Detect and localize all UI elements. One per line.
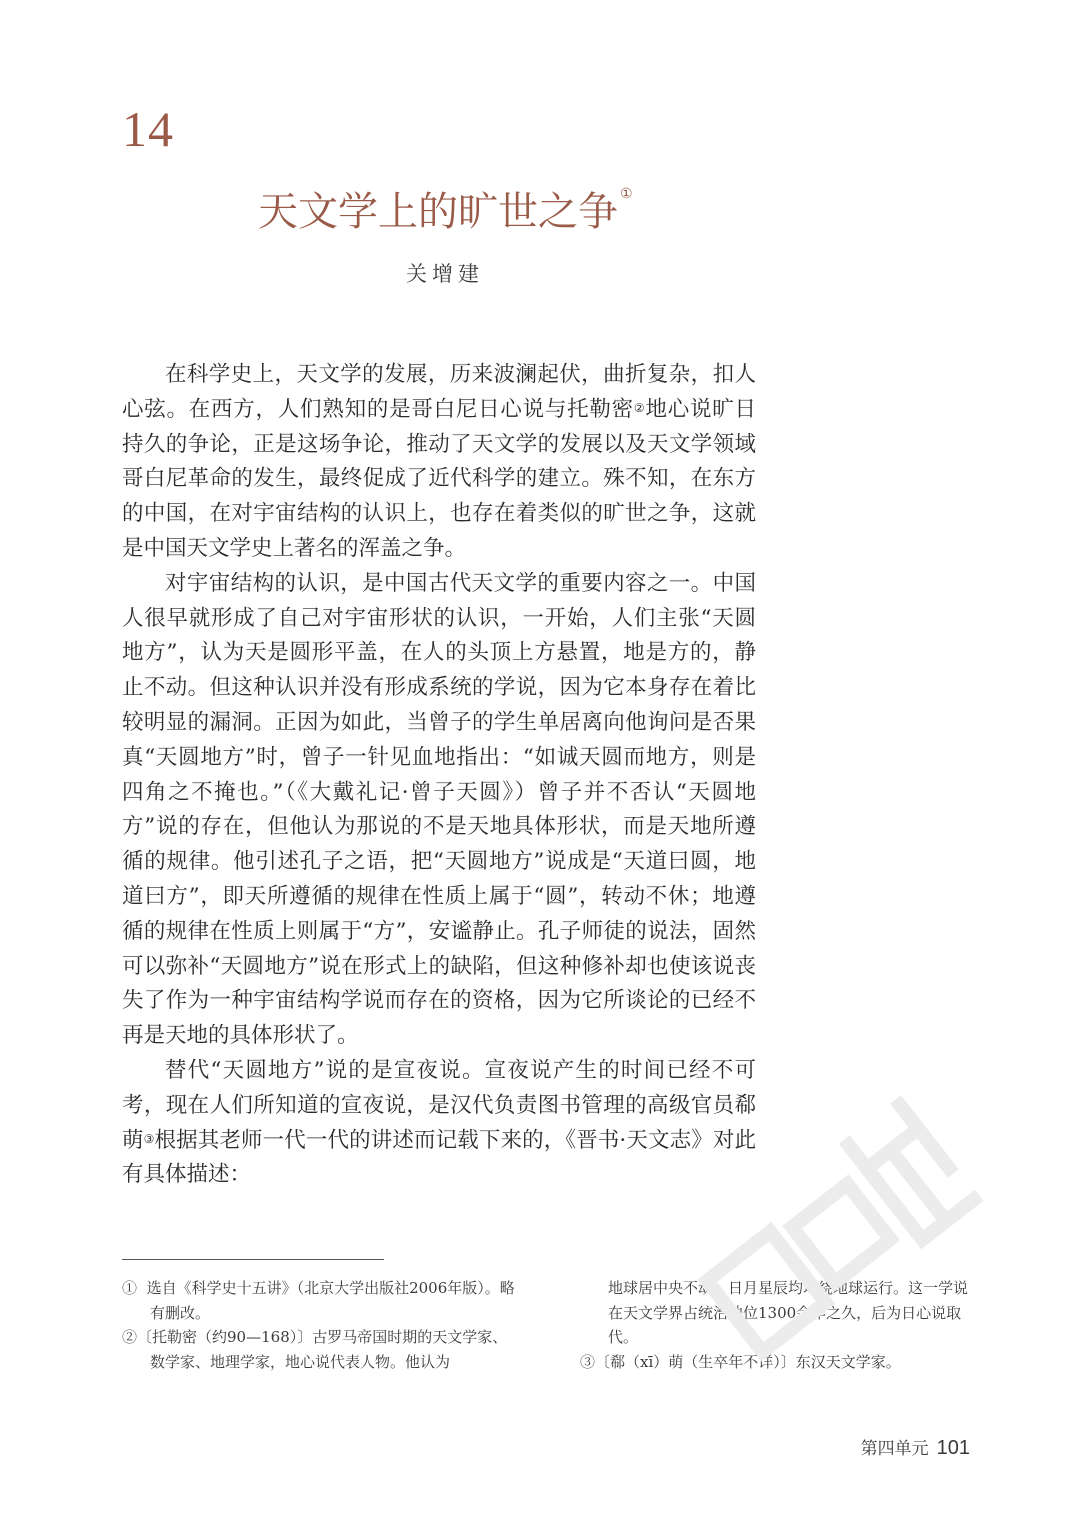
footnote-1: [122, 1276, 522, 1325]
paragraph-3-part-a: 替代“天圆地方”说的是宣夜说。宣夜说产生的时间已经不可考，现在人们所知道的宣夜说，是汉代负责图书管理的高级官员郗萌: [122, 1057, 756, 1153]
footnote-ref-2: ②: [633, 400, 646, 415]
unit-label: 第四单元: [860, 1439, 929, 1459]
footnote-2-continued: 地球居中央不动，日月星辰均环绕地球运行。这一学说在天文学界占统治地位1300余年之久，后为日心说取代。: [608, 1279, 969, 1346]
author: 关增建: [406, 262, 484, 286]
footnotes-right-column: [580, 1276, 980, 1374]
paragraph-1-part-b: 地心说旷日持久的争论，正是这场争论，推动了天文学的发展以及天文学领域哥白尼革命的发生，最终促成了近代科学的建立。殊不知，在东方的中国，在对宇宙结构的认识上，也存在着类似的旷世之争，这就是中国天文学史上著名的浑盖之争。: [122, 396, 756, 561]
title-footnote-ref: ①: [620, 186, 633, 202]
page-number: 101: [936, 1437, 970, 1459]
footnote-2-text: 〔托勒密（约90—168）〕古罗马帝国时期的天文学家、数学家、地理学家，地心说代表人物。他认为: [137, 1328, 508, 1371]
paragraph-2: 对宇宙结构的认识，是中国古代天文学的重要内容之一。中国人很早就形成了自己对宇宙形状的认识，一开始，人们主张“天圆地方”，认为天是圆形平盖，在人的头顶上方悬置，地是方的，静止不动。但这种认识并没有形成系统的学说，因为它本身存在着比较明显的漏洞。正因为如此，当曾子的学生单居离向他询问是否果真“天圆地方”时，曾子一针见血地指出：“如诚天圆而地方，则是四角之不掩也。”（《大戴礼记·曾子天圆》）曾子并不否认“天圆地方”说的存在，但他认为那说的不是天地具体形状，而是天地所遵循的规律。他引述孔子之语，把“天圆地方”说成是“天道曰圆，地道曰方”，即天所遵循的规律在性质上属于“圆”，转动不休；地遵循的规律在性质上则属于“方”，安谧静止。孔子师徒的说法，固然可以弥补“天圆地方”说在形式上的缺陷，但这种修补却也使该说丧失了作为一种宇宙结构学说而存在的资格，因为它所谈论的已经不再是天地的具体形状了。: [122, 570, 756, 1049]
footnote-ref-3: ③: [143, 1131, 155, 1146]
footnote-2: [122, 1325, 522, 1374]
footnote-3-mark: ③: [580, 1352, 596, 1371]
page-footer: [861, 1434, 970, 1460]
footnote-3-text: 〔郗（xī）萌（生卒年不详）〕东汉天文学家。: [595, 1352, 901, 1371]
article-body: [122, 358, 756, 1193]
page-title: [258, 180, 633, 237]
lesson-number: 14: [122, 101, 174, 157]
footnote-2-mark: ②: [122, 1328, 138, 1346]
footnotes-left-column: [122, 1276, 522, 1374]
paragraph-3-part-b: 根据其老师一代一代的讲述而记载下来的，《晋书·天文志》对此有具体描述：: [122, 1127, 756, 1188]
paragraph-3: [122, 1054, 756, 1193]
footnote-1-mark: ①: [122, 1279, 138, 1297]
footnote-3: [580, 1350, 980, 1375]
title-text: 天文学上的旷世之争: [258, 189, 618, 235]
footnote-1-text: 选自《科学史十五讲》（北京大学出版社2006年版）。略有删改。: [146, 1279, 515, 1322]
paragraph-1-part-a: 在科学史上，天文学的发展，历来波澜起伏，曲折复杂，扣人心弦。在西方，人们熟知的是哥白尼日心说与托勒密: [122, 362, 756, 422]
paragraph-1: [122, 358, 756, 567]
footnote-divider: [122, 1259, 384, 1260]
